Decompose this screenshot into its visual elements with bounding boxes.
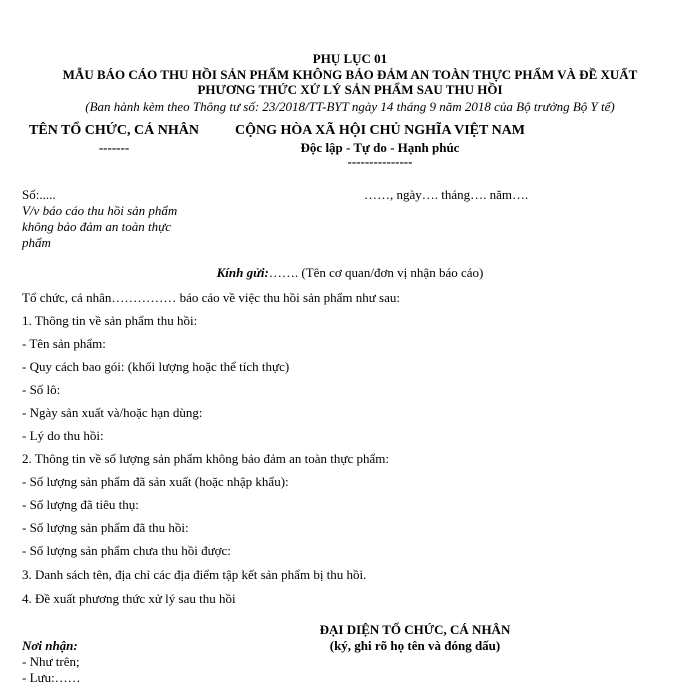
subject-line-1: V/v báo cáo thu hồi sản phẩm	[22, 203, 178, 218]
national-motto: Độc lập - Tự do - Hạnh phúc	[300, 140, 460, 155]
subject-line-2: không bảo đảm an toàn thực	[22, 219, 171, 234]
report-line: 4. Đề xuất phương thức xử lý sau thu hồi	[22, 591, 236, 606]
recipient-value: ……. (Tên cơ quan/đơn vị nhận báo cáo)	[268, 265, 484, 280]
report-line: - Số lượng sản phẩm chưa thu hồi được:	[22, 543, 231, 558]
report-line: - Tên sản phẩm:	[22, 336, 106, 351]
report-line: - Số lượng sản phẩm đã sản xuất (hoặc nhập khẩu):	[22, 474, 289, 489]
recipient-line	[0, 265, 700, 281]
report-line: - Số lượng đã tiêu thụ:	[22, 497, 139, 512]
organization-divider: -------	[98, 140, 130, 155]
report-line: - Ngày sản xuất và/hoặc hạn dùng:	[22, 405, 203, 420]
recipient-item: - Như trên;	[22, 654, 80, 669]
recipient-item: - Lưu:……	[22, 670, 81, 685]
recipient-label: Kính gửi:	[216, 265, 269, 280]
report-line: - Số lượng sản phẩm đã thu hồi:	[22, 520, 189, 535]
report-line: - Số lô:	[22, 382, 61, 397]
republic-name: CỘNG HÒA XÃ HỘI CHỦ NGHĨA VIỆT NAM	[234, 123, 525, 138]
document-date: ……, ngày…. tháng…. năm….	[364, 187, 529, 202]
motto-divider: ---------------	[347, 154, 413, 169]
issuance-note: (Ban hành kèm theo Thông tư số: 23/2018/TT-BYT ngày 14 tháng 9 năm 2018 của Bộ trưởng Bộ Y tế)	[85, 99, 615, 114]
recipients-label: Nơi nhận:	[22, 638, 78, 653]
signer-note: (ký, ghi rõ họ tên và đóng dấu)	[329, 638, 501, 653]
organization-name: TÊN TỔ CHỨC, CÁ NHÂN	[29, 123, 199, 138]
report-line: - Lý do thu hồi:	[22, 428, 104, 443]
signer-title: ĐẠI DIỆN TỔ CHỨC, CÁ NHÂN	[319, 622, 511, 637]
report-intro: Tổ chức, cá nhân…………… báo cáo về việc thu hồi sản phẩm như sau:	[22, 290, 400, 305]
report-line: 1. Thông tin về sản phẩm thu hồi:	[22, 313, 198, 328]
report-line: 2. Thông tin về số lượng sản phẩm không bảo đảm an toàn thực phẩm:	[22, 451, 389, 466]
report-line: - Quy cách bao gói: (khối lượng hoặc thể tích thực)	[22, 359, 290, 374]
report-line: 3. Danh sách tên, địa chỉ các địa điểm tập kết sản phẩm bị thu hồi.	[22, 567, 367, 582]
document-number: Số:.....	[22, 187, 56, 202]
appendix-label: PHỤ LỤC 01	[312, 51, 388, 66]
document-title-line-2: PHƯƠNG THỨC XỬ LÝ SẢN PHẨM SAU THU HỒI	[197, 82, 503, 97]
subject-line-3: phẩm	[22, 235, 51, 250]
document-title-line-1: MẪU BÁO CÁO THU HỒI SẢN PHẨM KHÔNG BẢO ĐẢM AN TOÀN THỰC PHẨM VÀ ĐỀ XUẤT	[62, 67, 638, 82]
